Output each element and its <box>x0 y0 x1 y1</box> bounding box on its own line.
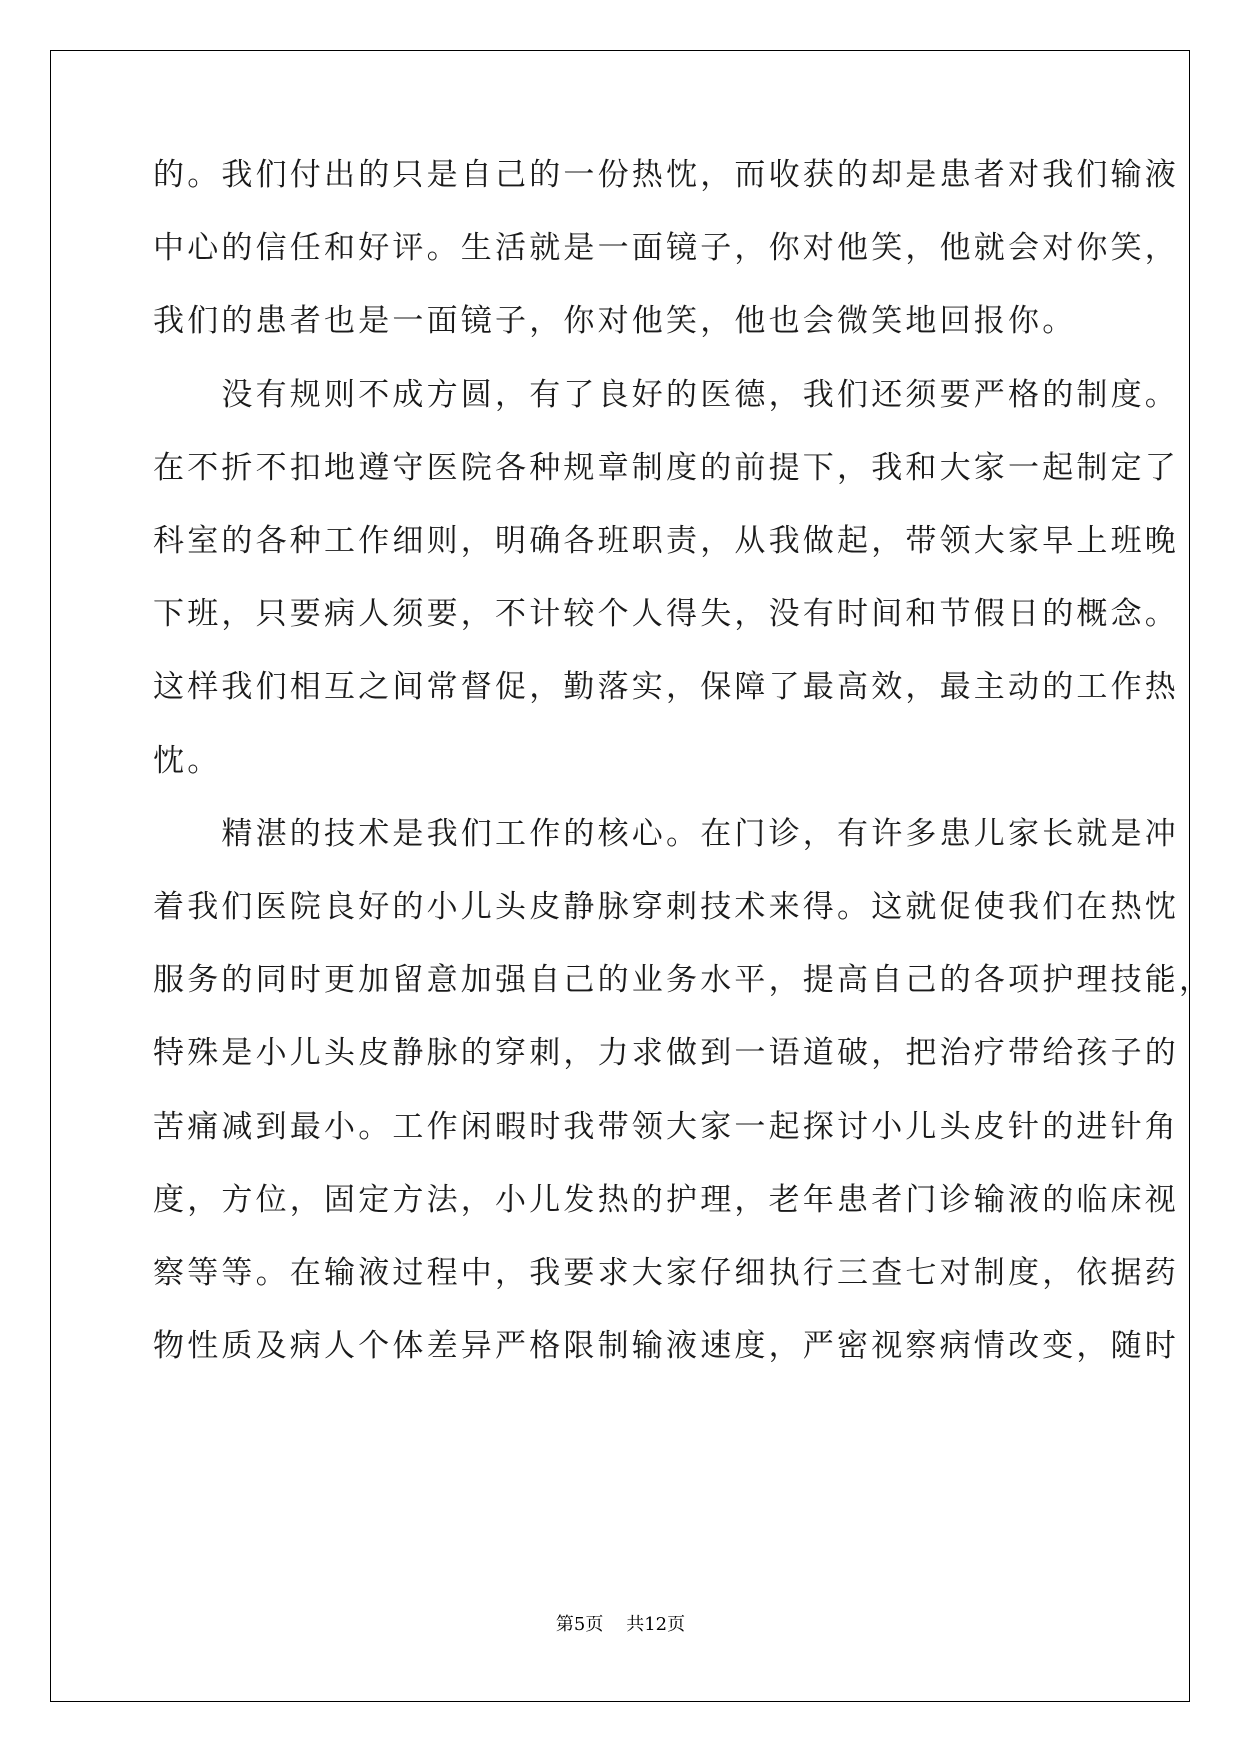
text-line: 没有规则不成方圆，有了良好的医德，我们还须要严格的制度。 <box>153 376 1179 413</box>
text-line: 忱。 <box>153 742 222 779</box>
page-footer: 第5页 共12页 <box>555 1614 686 1635</box>
text-line: 服务的同时更加留意加强自己的业务水平，提高自己的各项护理技能， <box>153 962 1214 999</box>
text-line: 在不折不扣地遵守医院各种规章制度的前提下，我和大家一起制定了 <box>153 449 1179 486</box>
text-line: 的。我们付出的只是自己的一份热忱，而收获的却是患者对我们输液 <box>153 157 1179 193</box>
text-line: 我们的患者也是一面镜子，你对他笑，他也会微笑地回报你。 <box>153 303 1077 340</box>
page-border <box>50 50 1214 1702</box>
text-line: 下班，只要病人须要，不计较个人得失，没有时间和节假日的概念。 <box>153 596 1179 633</box>
text-line: 中心的信任和好评。生活就是一面镜子，你对他笑，他就会对你笑， <box>153 230 1179 267</box>
text-line: 科室的各种工作细则，明确各班职责，从我做起，带领大家早上班晚 <box>153 523 1179 559</box>
text-line: 这样我们相互之间常督促，勤落实，保障了最高效，最主动的工作热 <box>153 669 1179 706</box>
text-line: 度，方位，固定方法，小儿发热的护理，老年患者门诊输液的临床视 <box>153 1181 1179 1218</box>
text-line: 着我们医院良好的小儿头皮静脉穿刺技术来得。这就促使我们在热忱 <box>153 889 1179 925</box>
text-line: 特殊是小儿头皮静脉的穿刺，力求做到一语道破，把治疗带给孩子的 <box>153 1035 1179 1072</box>
text-line: 苦痛减到最小。工作闲暇时我带领大家一起探讨小儿头皮针的进针角 <box>153 1108 1179 1145</box>
text-line: 精湛的技术是我们工作的核心。在门诊，有许多患儿家长就是冲 <box>153 815 1179 852</box>
text-line: 物性质及病人个体差异严格限制输液速度，严密视察病情改变，随时 <box>153 1328 1179 1365</box>
text-line: 察等等。在输液过程中，我要求大家仔细执行三查七对制度，依据药 <box>153 1255 1179 1291</box>
